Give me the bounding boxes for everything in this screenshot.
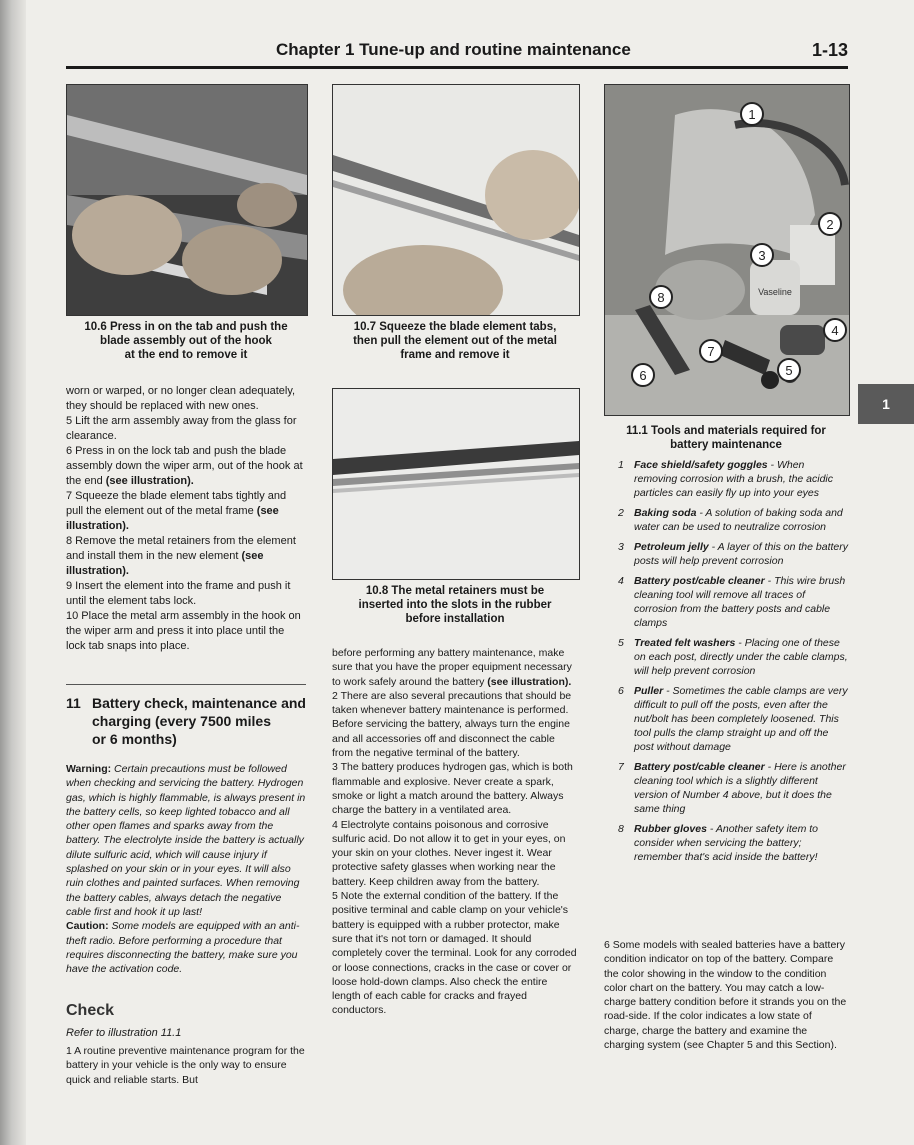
item-number: 5 [618, 637, 624, 649]
paragraph-text: before performing any battery maintenance, make sure that you have the proper equipment necessary to work safely around the battery [332, 647, 572, 688]
paragraph [66, 444, 306, 489]
callout-label: 1 [748, 107, 756, 122]
page-number: 1-13 [811, 40, 848, 60]
paragraph-text: 8 Remove the metal retainers from the element and install them in the new element [66, 535, 296, 562]
callout-label: 5 [785, 363, 793, 378]
list-item [604, 506, 848, 534]
caption-line: blade assembly out of the hook [100, 335, 272, 347]
tools-list [604, 458, 848, 870]
paragraph: 3 The battery produces hydrogen gas, which is both flammable and explosive. Never create a spark, smoke or light a match around the battery. Always charge the battery in a ventilated area. [332, 761, 573, 817]
item-title: Puller [634, 685, 664, 697]
section-divider [66, 684, 306, 685]
item-title: Face shield/safety goggles [634, 459, 768, 471]
section-heading [66, 694, 306, 748]
paragraph [66, 489, 306, 534]
illustration-reference: (see illustration). [66, 505, 279, 532]
callout-7 [700, 340, 722, 362]
section-title-line: Battery check, maintenance and [92, 695, 306, 711]
callout-label: 8 [657, 290, 665, 305]
item-title: Baking soda [634, 507, 697, 519]
figure-11-1-photo [604, 84, 850, 416]
figure-10-7-caption [332, 320, 578, 362]
caption-line: at the end to remove it [124, 349, 248, 361]
item-description: - Sometimes the cable clamps are very difficult to pull off the posts, even after the nut/bolt has been completely loosened. This tool pulls the clamp straight up and off the post without damage [634, 685, 848, 753]
callout-5 [778, 359, 800, 381]
item-description: - A layer of this on the battery posts will help prevent corrosion [634, 541, 848, 567]
paragraph-text: 7 Squeeze the blade element tabs tightly and pull the element out of the metal frame [66, 490, 287, 517]
callout-4 [824, 319, 846, 341]
item-description: - Placing one of these on each post, directly under the cable clamps, will help prevent corrosion [634, 637, 848, 677]
check-heading: Check [66, 1002, 115, 1019]
callout-label: 4 [831, 323, 839, 338]
paragraph [332, 646, 578, 689]
callout-label: 2 [826, 217, 834, 232]
figure-10-7-photo [332, 84, 580, 316]
item-number: 3 [618, 541, 624, 553]
callout-label: 3 [758, 248, 766, 263]
caption-line: before installation [405, 613, 505, 625]
caution-label: Caution: [66, 920, 109, 933]
list-item [604, 684, 848, 754]
list-item [604, 760, 848, 816]
paragraph: 2 There are also several precautions that should be taken whenever battery maintenance is performed. Before servicing the battery, always turn the engine and all accessories off and disconnect the cable from the negative terminal of the battery. [332, 689, 572, 760]
list-item [604, 458, 848, 500]
paragraph: 10 Place the metal arm assembly in the hook on the wiper arm and press it into place until the lock tab snaps into place. [66, 610, 301, 652]
item-description: - When removing corrosion with a brush, the acidic particles can easily fly up into your eyes [634, 459, 834, 499]
callout-1 [741, 103, 763, 125]
callout-6 [632, 364, 654, 386]
item-title: Battery post/cable cleaner [634, 761, 765, 773]
paragraph: 4 Electrolyte contains poisonous and corrosive sulfuric acid. Do not allow it to get in your eyes, on your skin on your clothes. Never ingest it. Wear protective safety glasses when working near the battery. Keep children away from the battery. [332, 818, 566, 888]
caption-line: frame and remove it [400, 349, 510, 361]
caution-text: Some models are equipped with an anti-theft radio. Before performing a procedure that requires disconnecting the battery, make sure you have the activation code. [66, 920, 300, 976]
figure-10-8-caption [332, 584, 578, 626]
figure-10-8-photo [332, 388, 580, 580]
chapter-title: Chapter 1 Tune-up and routine maintenance [276, 40, 631, 59]
figure-10-6-caption [66, 320, 306, 362]
item-number: 4 [618, 575, 624, 587]
item-title: Petroleum jelly [634, 541, 709, 553]
item-title: Battery post/cable cleaner [634, 575, 765, 587]
paragraph: 5 Note the external condition of the battery. If the positive terminal and cable clamp on your vehicle's battery is equipped with a rubber protector, make sure that it's not torn or damaged. It should completely cover the terminal. Look for any corroded or loose connections, cracks in the case or cover or loose hold-down clamps. Also check the entire length of each cable for cracks and frayed conductors. [332, 890, 577, 1017]
callout-3 [751, 244, 773, 266]
item-number: 6 [618, 685, 624, 697]
paragraph [66, 534, 306, 579]
callout-2 [819, 213, 841, 235]
item-number: 7 [618, 761, 624, 773]
caption-line: then pull the element out of the metal [353, 335, 557, 347]
callout-label: 7 [707, 344, 715, 359]
header-rule [66, 66, 848, 69]
section-title-line: charging (every 7500 miles [92, 713, 271, 729]
vaseline-jar-label: Vaseline [758, 287, 792, 297]
item-number: 1 [618, 459, 624, 471]
warning-block [66, 762, 306, 976]
item-title: Treated felt washers [634, 637, 736, 649]
illustration-reference-line: Refer to illustration 11.1 [66, 1027, 182, 1039]
item-description: - Here is another cleaning tool which is a slightly different version of Number 4 above, but it does the same thing [634, 761, 846, 815]
callout-8 [650, 286, 672, 308]
item-title: Rubber gloves [634, 823, 707, 835]
paragraph: 6 Some models with sealed batteries have a battery condition indicator on top of the battery. Compare the color showing in the window to the condition color chart on the battery. You may catch a low-charge battery condition before it strands you on the road-side. If the color indicates a low state of charge, charge the battery and examine the charging system (see Chapter 5 and this Section). [604, 939, 847, 1052]
caption-line: battery maintenance [670, 439, 782, 451]
paragraph: worn or warped, or no longer clean adequately, they should be replaced with new ones. [66, 385, 296, 412]
figure-10-6-photo [66, 84, 308, 316]
caption-line: 10.8 The metal retainers must be [365, 585, 545, 597]
item-description: - This wire brush cleaning tool will remove all traces of corrosion from the battery posts and cable clamps [634, 575, 846, 629]
item-number: 2 [618, 507, 624, 519]
paragraph: 9 Insert the element into the frame and push it until the element tabs lock. [66, 580, 291, 607]
paragraph-text: 6 Press in on the lock tab and push the blade assembly down the wiper arm, out of the hook at the end [66, 445, 303, 487]
list-item [604, 822, 848, 864]
illustration-reference: (see illustration). [487, 675, 572, 688]
list-item [604, 636, 848, 678]
item-number: 8 [618, 823, 624, 835]
illustration-reference: (see illustration). [105, 475, 194, 487]
paragraph: 1 A routine preventive maintenance program for the battery in your vehicle is the only way to ensure quick and reliable starts. But [66, 1045, 305, 1086]
list-item [604, 540, 848, 568]
callout-label: 6 [639, 368, 647, 383]
warning-text: Certain precautions must be followed when checking and servicing the battery. Hydrogen gas, which is highly flammable, is always present in the battery cells, so keep lighted tobacco and all other open flames and sparks away from the battery. The electrolyte inside the battery is actually dilute sulfuric acid, which will cause injury if splashed on your skin or in your eyes. It will also ruin clothes and painted surfaces. When removing the battery cables, always detach the negative cable first and hook it up last! [66, 763, 306, 918]
left-text-column [66, 384, 306, 654]
caption-line: 11.1 Tools and materials required for [626, 425, 826, 437]
illustration-reference: (see illustration). [66, 550, 264, 577]
caption-line: 10.6 Press in on the tab and push the [84, 321, 288, 333]
section-number: 11 [66, 695, 81, 711]
caption-line: 10.7 Squeeze the blade element tabs, [353, 321, 557, 333]
section-title-line: or 6 months) [92, 731, 177, 747]
list-item [604, 574, 848, 630]
item-description: - A solution of baking soda and water can be used to neutralize corrosion [634, 507, 843, 533]
figure-11-1-caption [604, 424, 848, 452]
warning-label: Warning: [66, 763, 112, 775]
chapter-thumb-tab: 1 [858, 384, 914, 424]
paragraph: 5 Lift the arm assembly away from the glass for clearance. [66, 415, 297, 442]
caption-line: inserted into the slots in the rubber [358, 599, 552, 611]
middle-text-column [332, 646, 578, 1018]
book-spine-shadow [0, 0, 26, 1145]
item-description: - Another safety item to consider when servicing the battery; remember that's acid inside the battery! [634, 823, 819, 863]
